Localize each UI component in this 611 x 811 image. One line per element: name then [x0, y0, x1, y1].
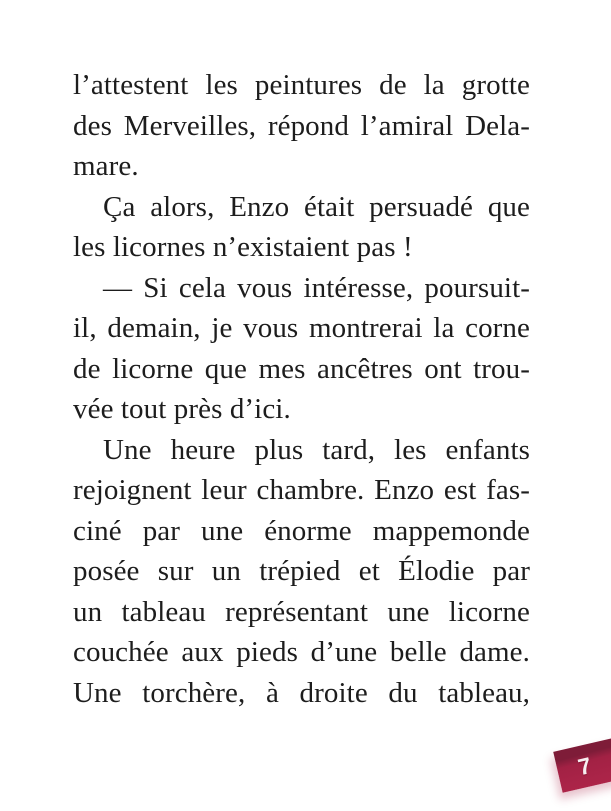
text-line: de licorne que mes ancêtres ont trou- [73, 352, 530, 385]
text-line: ciné par une énorme mappemonde [73, 514, 530, 547]
text-line: Ça alors, Enzo était persuadé que [103, 190, 530, 223]
text-line: posée sur un trépied et Élodie par [73, 555, 530, 587]
text-line: il, demain, je vous montrerai la corne [73, 312, 530, 344]
page-number-tab [553, 735, 611, 793]
page-number: 7 [575, 751, 594, 780]
body-text [73, 65, 530, 713]
text-line: l’attestent les peintures de la grotte [73, 69, 530, 101]
text-line: couchée aux pieds d’une belle dame. [73, 636, 530, 668]
text-line: rejoignent leur chambre. Enzo est fas- [73, 474, 530, 506]
text-line: un tableau représentant une licorne [73, 595, 530, 628]
text-line: des Merveilles, répond l’amiral Dela- [73, 109, 530, 142]
text-line: Une torchère, à droite du tableau, [73, 676, 530, 709]
text-line: mare. [73, 150, 139, 182]
text-line: vée tout près d’ici. [73, 393, 291, 425]
text-line: Une heure plus tard, les enfants [103, 433, 530, 466]
text-line: les licornes n’existaient pas ! [73, 231, 413, 263]
text-line: — Si cela vous intéresse, poursuit- [103, 271, 530, 304]
